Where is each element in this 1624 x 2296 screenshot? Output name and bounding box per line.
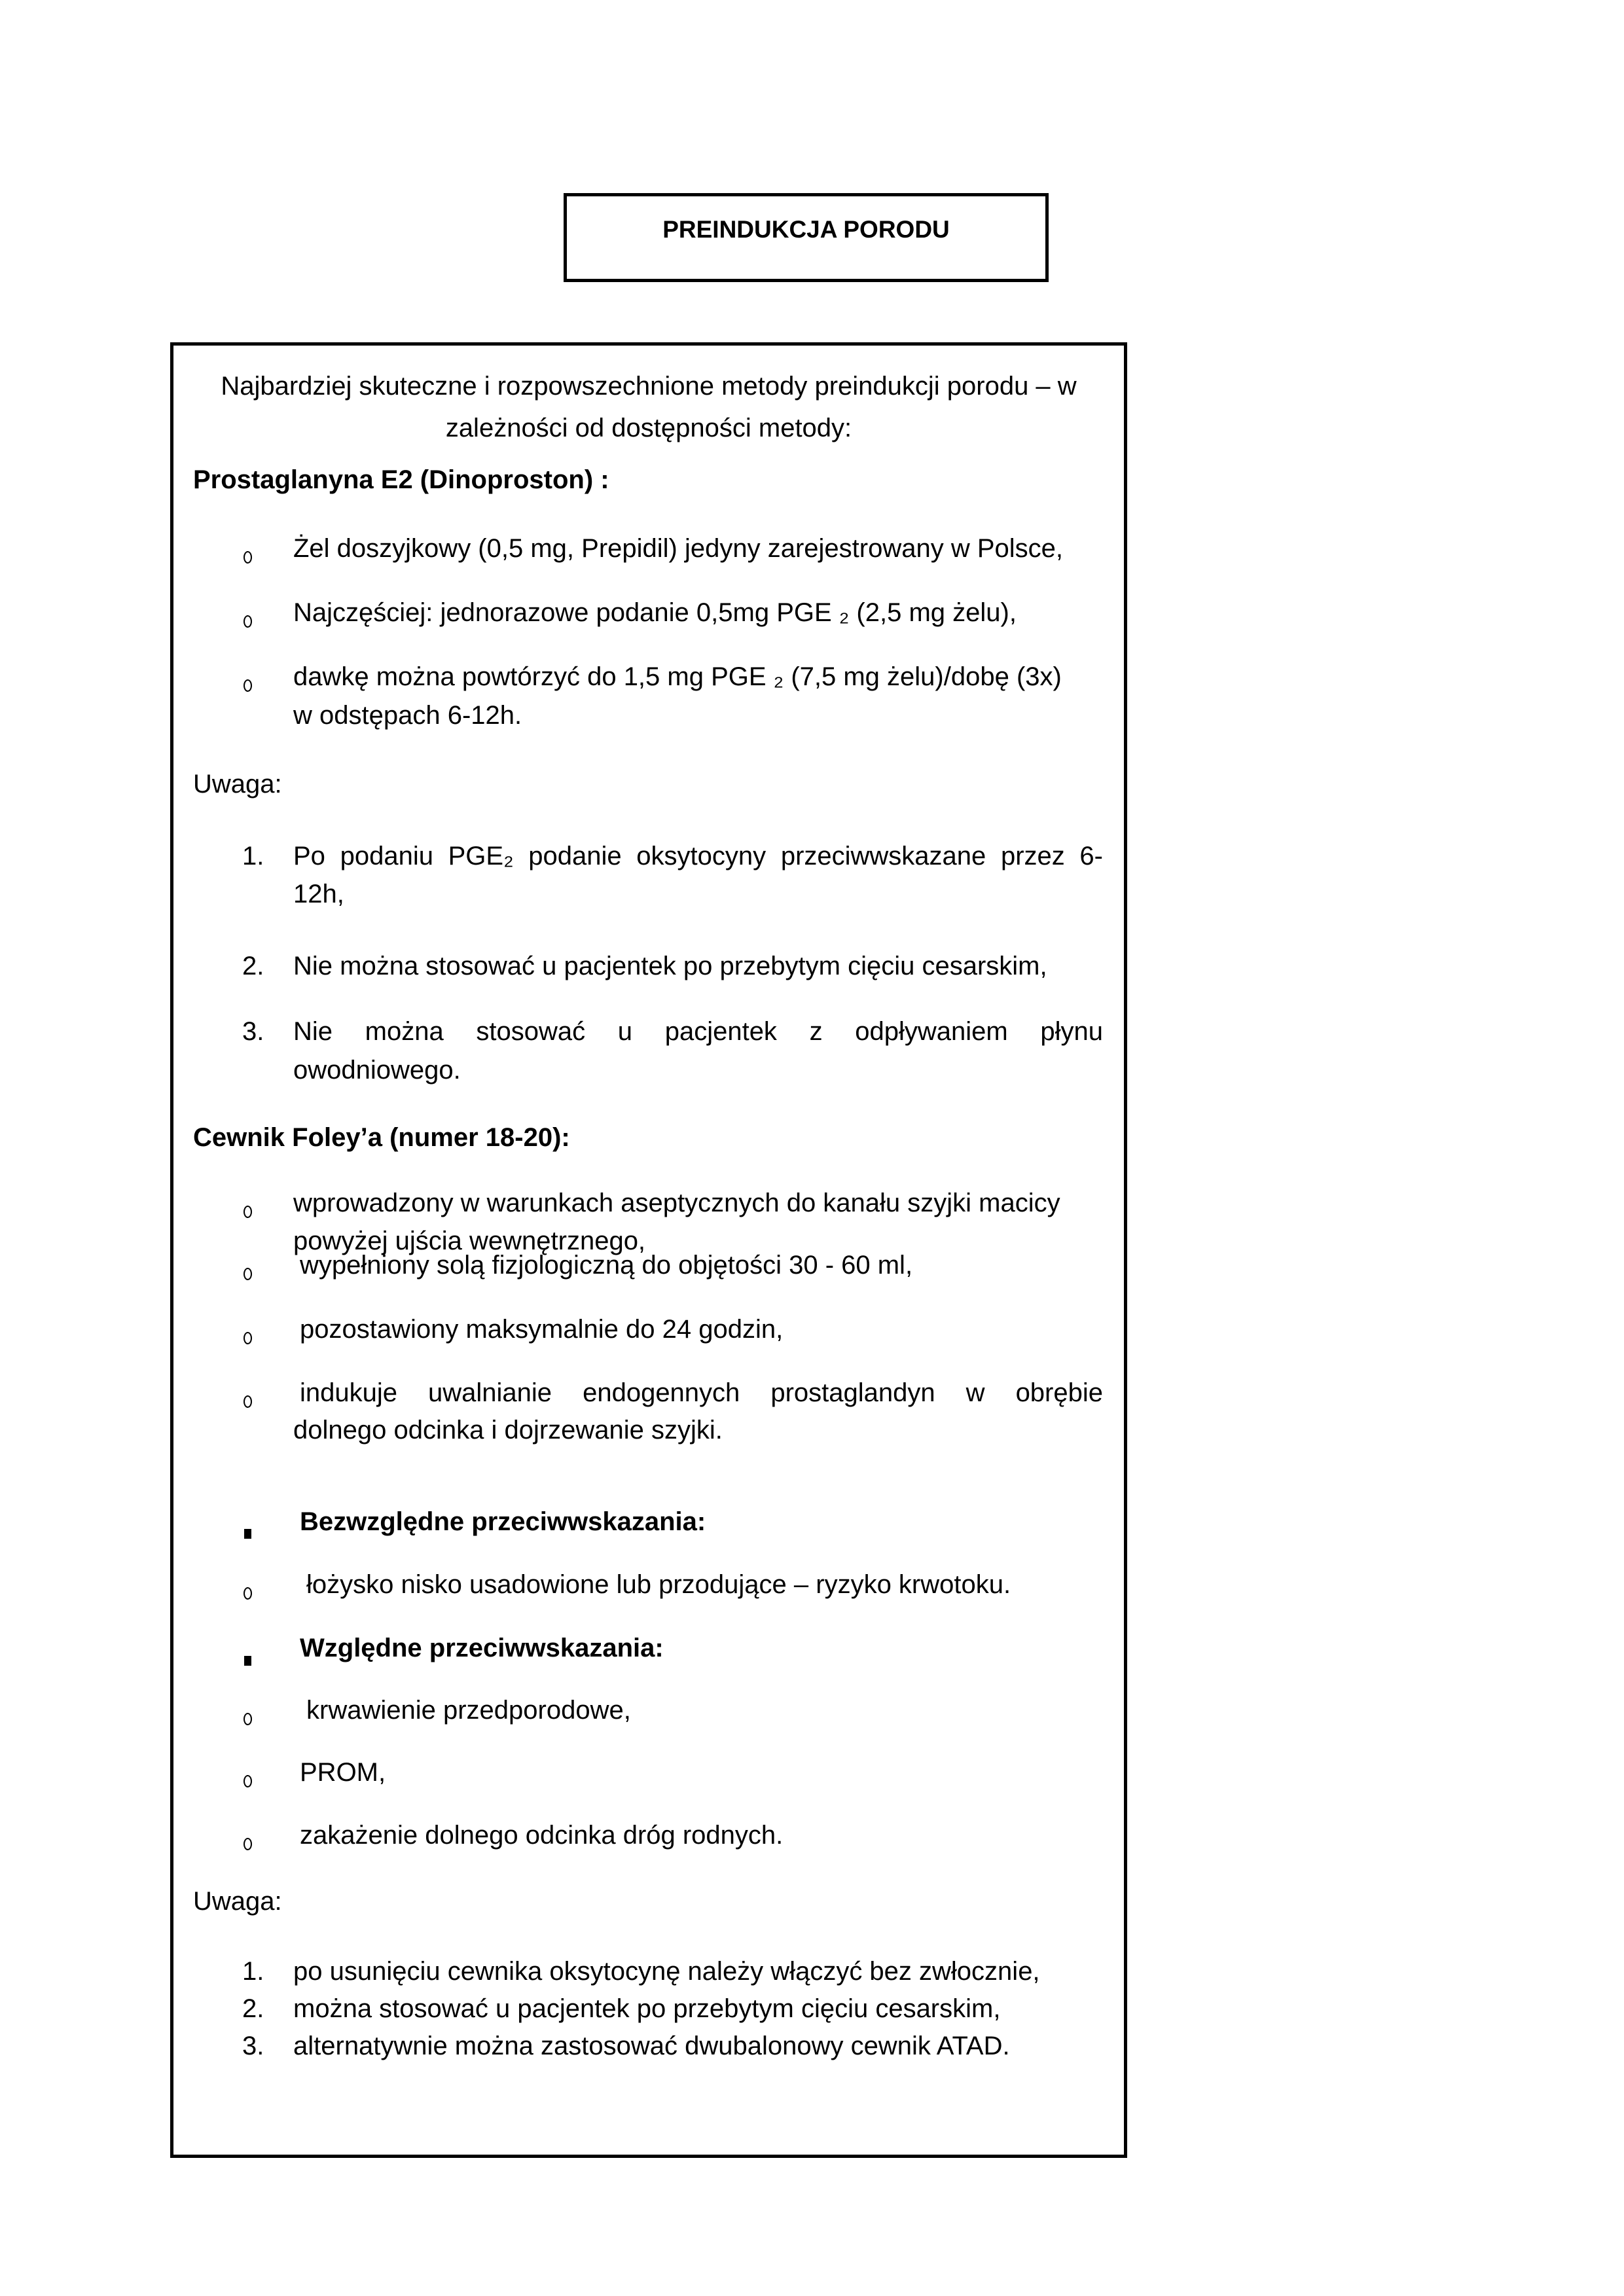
section-heading-foley: Cewnik Foley’a (numer 18-20): [193,1123,570,1152]
circle-bullet-icon [244,1829,252,1855]
circle-bullet-icon [244,1704,252,1730]
section-heading-prostaglandyna: Prostaglanyna E2 (Dinoproston) : [193,465,609,494]
list-item-continuation: w odstępach 6-12h. [293,701,522,730]
note-item: Nie można stosować u pacjentek po przebytym cięciu cesarskim, [293,952,1047,980]
note-item: Po podaniu PGE₂ podanie oksytocyny przeciwwskazane przez 6- [293,842,1103,870]
circle-bullet-icon [244,1259,252,1285]
note-label: Uwaga: [193,1887,282,1916]
list-item: zakażenie dolnego odcinka dróg rodnych. [300,1821,784,1850]
circle-bullet-icon [244,606,252,632]
note-label: Uwaga: [193,770,282,798]
list-item: wprowadzony w warunkach aseptycznych do kanału szyjki macicy [293,1189,1060,1217]
note-item-continuation: 12h, [293,880,344,908]
intro-line-1: Najbardziej skuteczne i rozpowszechnione metody preindukcji porodu – w [221,372,1077,401]
list-item-continuation: powyżej ujścia wewnętrznego, [293,1227,646,1255]
title-box [564,193,1049,282]
note-number: 1. [242,842,264,870]
absolute-contraindications-label: Bezwzględne przeciwwskazania: [300,1507,706,1536]
list-item: PROM, [300,1758,386,1787]
circle-bullet-icon [244,1766,252,1792]
note-item: po usunięciu cewnika oksytocynę należy włączyć bez zwłocznie, [293,1957,1040,1986]
note-item: alternatywnie można zastosować dwubalonowy cewnik ATAD. [293,2032,1010,2060]
list-item: pozostawiony maksymalnie do 24 godzin, [300,1315,784,1344]
circle-bullet-icon [244,1386,252,1412]
list-item: dawkę można powtórzyć do 1,5 mg PGE ₂ (7,5 mg żelu)/dobę (3x) [293,662,1062,691]
circle-bullet-icon [244,1578,252,1604]
list-item: Żel doszyjkowy (0,5 mg, Prepidil) jedyny zarejestrowany w Polsce, [293,534,1063,563]
note-number: 1. [242,1957,264,1986]
intro-line-2: zależności od dostępności metody: [445,414,852,442]
note-item-continuation: owodniowego. [293,1056,461,1085]
square-bullet-icon [244,1644,251,1670]
list-item: Najczęściej: jednorazowe podanie 0,5mg PGE ₂ (2,5 mg żelu), [293,598,1017,627]
list-item: indukuje uwalnianie endogennych prostaglandyn w obrębie [300,1378,1103,1407]
list-item: łożysko nisko usadowione lub przodujące – ryzyko krwotoku. [306,1570,1011,1599]
note-number: 2. [242,952,264,980]
note-number: 3. [242,2032,264,2060]
list-item: wypełniony solą fizjologiczną do objętości 30 - 60 ml, [300,1251,913,1280]
circle-bullet-icon [244,542,252,568]
note-number: 2. [242,1994,264,2023]
circle-bullet-icon [244,1323,252,1349]
square-bullet-icon [244,1517,251,1543]
list-item: krwawienie przedporodowe, [306,1696,631,1725]
circle-bullet-icon [244,670,252,696]
content-box [170,342,1127,2158]
list-item-continuation: dolnego odcinka i dojrzewanie szyjki. [293,1416,723,1444]
note-number: 3. [242,1017,264,1046]
circle-bullet-icon [244,1196,252,1223]
page-title: PREINDUKCJA PORODU [662,216,950,243]
note-item: Nie można stosować u pacjentek z odpływaniem płynu [293,1017,1103,1046]
relative-contraindications-label: Względne przeciwwskazania: [300,1634,664,1662]
note-item: można stosować u pacjentek po przebytym cięciu cesarskim, [293,1994,1001,2023]
